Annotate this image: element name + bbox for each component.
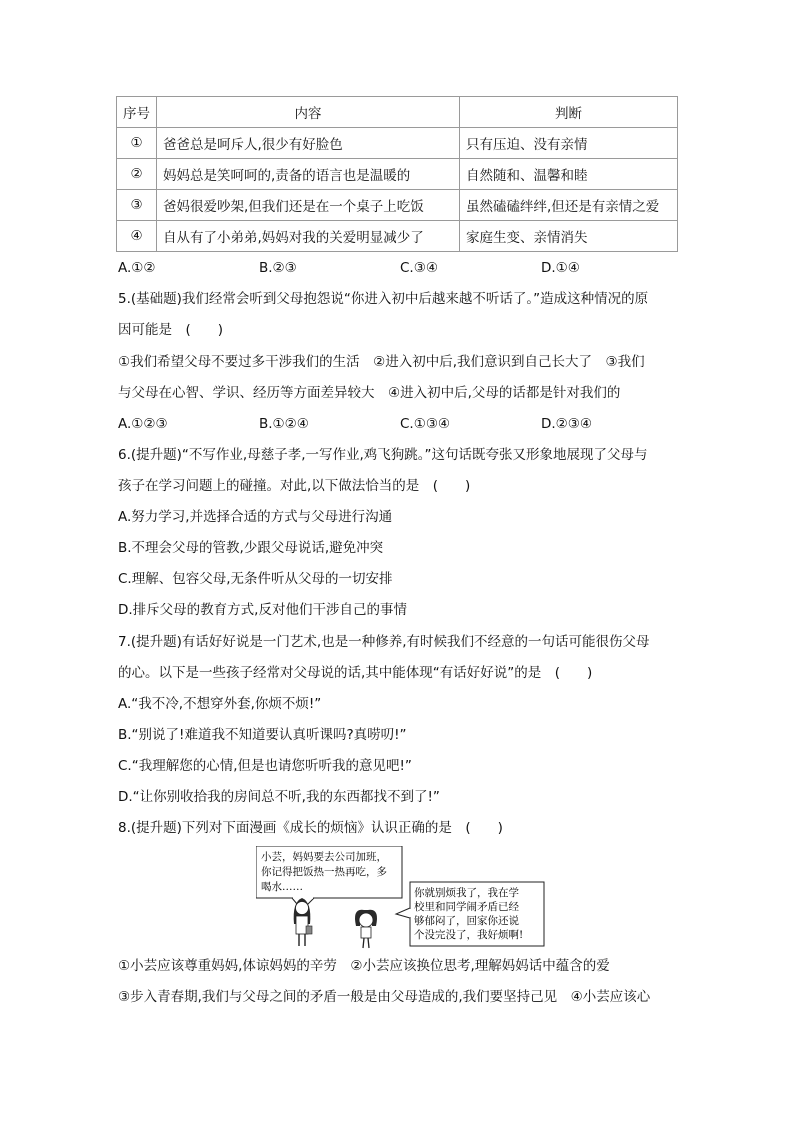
table-header-row	[117, 97, 678, 128]
q5-stem-line1: 5.(基础题)我们经常会听到父母抱怨说“你进入初中后越来越不听话了。”造成这种情况的原	[118, 291, 649, 307]
q6-stem-line1: 6.(提升题)“不写作业,母慈子孝,一写作业,鸡飞狗跳。”这句话既夸张又形象地展现了父母与	[118, 447, 648, 463]
bubble-mother-line2: 你记得把饭热一热再吃，多	[261, 866, 387, 878]
mother-figure	[294, 898, 312, 946]
table-row	[117, 190, 678, 221]
q5-stem-line2: 因可能是 ( )	[118, 322, 224, 338]
daughter-figure	[355, 910, 377, 948]
option-d[interactable]: D.①④	[541, 260, 580, 276]
bubble-daughter-line2: 校里和同学闹矛盾已经	[414, 901, 519, 913]
q6-stem-line2: 孩子在学习问题上的碰撞。对此,以下做法恰当的是 ( )	[118, 478, 471, 494]
row-content: 爸爸总是呵斥人,很少有好脸色	[157, 128, 460, 159]
q6-option-c[interactable]: C.理解、包容父母,无条件听从父母的一切安排	[118, 571, 393, 587]
row-index: ④	[117, 221, 157, 252]
q5-statements-line1: ①我们希望父母不要过多干涉我们的生活 ②进入初中后,我们意识到自己长大了 ③我们	[118, 354, 645, 370]
bubble-daughter-line3: 够郁闷了，回家你还说	[414, 915, 519, 927]
option-b[interactable]: B.②③	[259, 260, 297, 276]
judgment-table	[116, 96, 678, 252]
row-index: ③	[117, 190, 157, 221]
q4-options	[118, 258, 682, 278]
q7-option-a[interactable]: A.“我不冷,不想穿外套,你烦不烦!”	[118, 696, 322, 712]
q6-option-d[interactable]: D.排斥父母的教育方式,反对他们干涉自己的事情	[118, 602, 407, 618]
q8-statements-line2: ③步入青春期,我们与父母之间的矛盾一般是由父母造成的,我们要坚持己见 ④小芸应该心	[118, 989, 651, 1005]
header-index: 序号	[117, 97, 157, 128]
row-judgment: 家庭生变、亲情消失	[460, 221, 678, 252]
row-content: 爸妈很爱吵架,但我们还是在一个桌子上吃饭	[157, 190, 460, 221]
option-b[interactable]: B.①②④	[259, 416, 309, 432]
q8-statements-line1: ①小芸应该尊重妈妈,体谅妈妈的辛劳 ②小芸应该换位思考,理解妈妈话中蕴含的爱	[118, 958, 610, 974]
option-a[interactable]: A.①②③	[118, 416, 168, 432]
row-judgment: 虽然磕磕绊绊,但还是有亲情之爱	[460, 190, 678, 221]
bubble-mother-line3: 喝水……	[261, 881, 303, 893]
option-c[interactable]: C.①③④	[400, 416, 451, 432]
comic-growing-pains	[256, 846, 546, 950]
speech-bubble-daughter-tail	[396, 908, 410, 918]
table-row	[117, 128, 678, 159]
row-content: 妈妈总是笑呵呵的,责备的语言也是温暖的	[157, 159, 460, 190]
row-content: 自从有了小弟弟,妈妈对我的关爱明显减少了	[157, 221, 460, 252]
option-c[interactable]: C.③④	[400, 260, 438, 276]
q8-stem: 8.(提升题)下列对下面漫画《成长的烦恼》认识正确的是 ( )	[118, 820, 503, 836]
q5-options	[118, 414, 682, 434]
q7-option-d[interactable]: D.“让你别收拾我的房间总不听,我的东西都找不到了!”	[118, 789, 440, 805]
option-a[interactable]: A.①②	[118, 260, 156, 276]
option-d[interactable]: D.②③④	[541, 416, 592, 432]
header-content: 内容	[157, 97, 460, 128]
bubble-mother-line1: 小芸，妈妈要去公司加班，	[261, 851, 387, 863]
q7-stem-line2: 的心。以下是一些孩子经常对父母说的话,其中能体现“有话好好说”的是 ( )	[118, 665, 593, 681]
q5-statements-line2: 与父母在心智、学识、经历等方面差异较大 ④进入初中后,父母的话都是针对我们的	[118, 385, 621, 401]
bubble-daughter-line4: 个没完没了，我好烦啊!	[414, 929, 524, 941]
q7-option-c[interactable]: C.“我理解您的心情,但是也请您听听我的意见吧!”	[118, 758, 412, 774]
q6-option-b[interactable]: B.不理会父母的管教,少跟父母说话,避免冲突	[118, 540, 384, 556]
table-row	[117, 159, 678, 190]
q7-option-b[interactable]: B.“别说了!难道我不知道要认真听课吗?真唠叨!”	[118, 727, 407, 743]
header-judgment: 判断	[460, 97, 678, 128]
q6-option-a[interactable]: A.努力学习,并选择合适的方式与父母进行沟通	[118, 509, 393, 525]
bubble-daughter-line1: 你就别烦我了，我在学	[414, 887, 519, 899]
row-index: ①	[117, 128, 157, 159]
row-judgment: 自然随和、温馨和睦	[460, 159, 678, 190]
row-judgment: 只有压迫、没有亲情	[460, 128, 678, 159]
row-index: ②	[117, 159, 157, 190]
table-row	[117, 221, 678, 252]
q7-stem-line1: 7.(提升题)有话好好说是一门艺术,也是一种修养,有时候我们不经意的一句话可能很伤父母	[118, 634, 650, 650]
